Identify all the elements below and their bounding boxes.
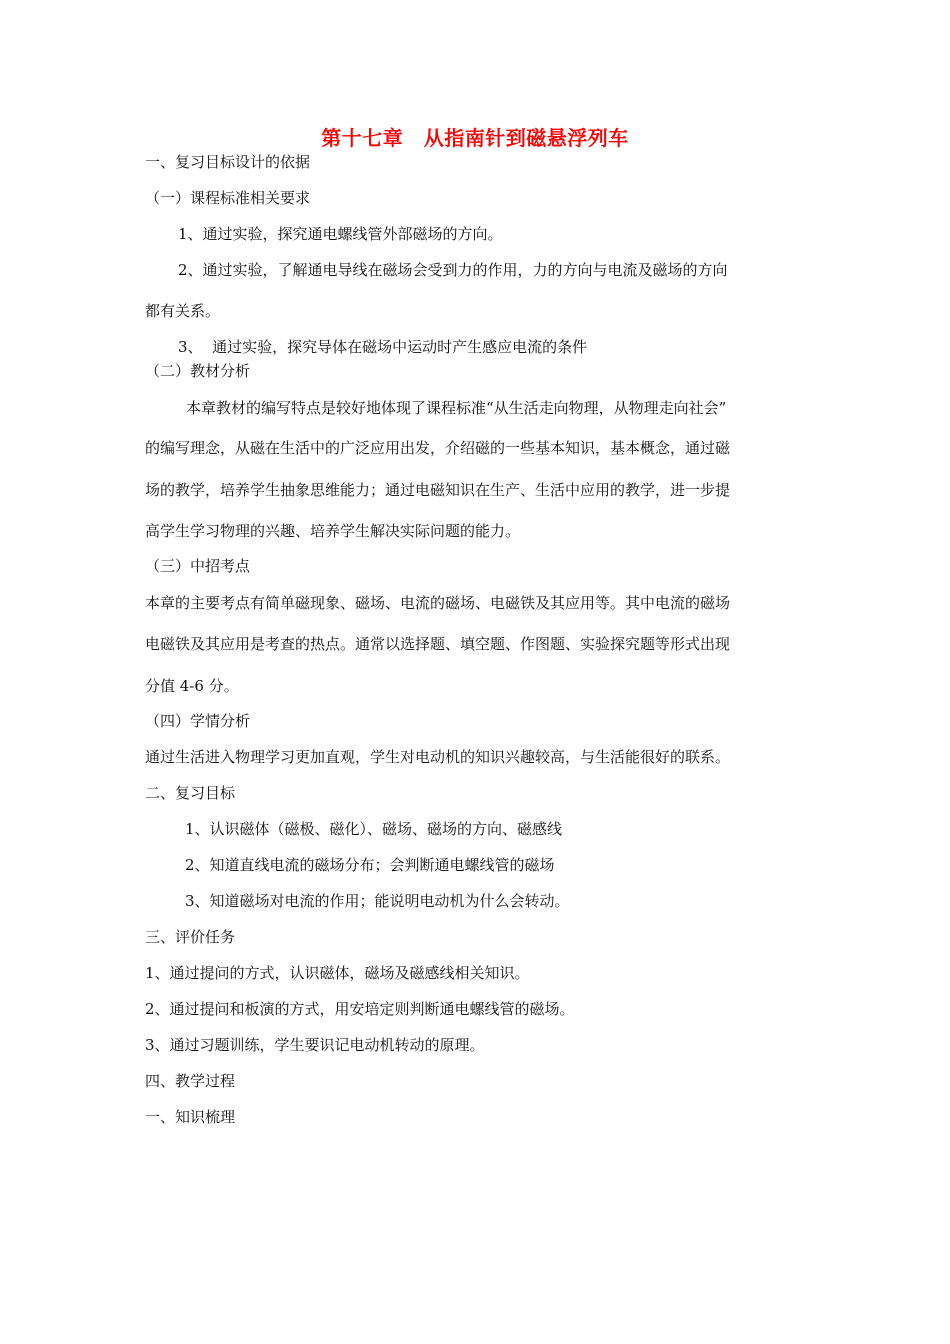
section-heading-process: 四、教学过程: [145, 1072, 236, 1090]
subsection-heading-knowledge: 一、知识梳理: [145, 1108, 236, 1126]
subsection-heading-standards: （一）课程标准相关要求: [145, 189, 311, 207]
goal-item-2: 2、知道直线电流的磁场分布；会判断通电螺线管的磁场: [185, 856, 555, 874]
subsection-heading-textbook: （二）教材分析: [145, 362, 251, 380]
textbook-paragraph-line-3: 场的教学，培养学生抽象思维能力；通过电磁知识在生产、生活中应用的教学，进一步提: [145, 481, 731, 499]
goal-item-1: 1、认识磁体（磁极、磁化）、磁场、磁场的方向、磁感线: [185, 820, 563, 838]
textbook-paragraph-line-4: 高学生学习物理的兴趣、培养学生解决实际问题的能力。: [145, 522, 521, 540]
subsection-heading-learner-analysis: （四）学情分析: [145, 712, 251, 730]
exam-paragraph-line-1: 本章的主要考点有简单磁现象、磁场、电流的磁场、电磁铁及其应用等。其中电流的磁场: [145, 594, 731, 612]
learner-analysis-text: 通过生活进入物理学习更加直观，学生对电动机的知识兴趣较高，与生活能很好的联系。: [145, 748, 731, 766]
standard-item-1: 1、通过实验，探究通电螺线管外部磁场的方向。: [178, 225, 503, 243]
exam-paragraph-line-3: 分值 4-6 分。: [145, 677, 239, 695]
textbook-paragraph-line-1: 本章教材的编写特点是较好地体现了课程标准“从生活走向物理，从物理走向社会”: [186, 399, 727, 417]
section-heading-evaluation: 三、评价任务: [145, 928, 236, 946]
section-heading-basis: 一、复习目标设计的依据: [145, 153, 311, 171]
standard-item-2: 2、通过实验，了解通电导线在磁场会受到力的作用，力的方向与电流及磁场的方向: [178, 261, 728, 279]
exam-paragraph-line-2: 电磁铁及其应用是考查的热点。通常以选择题、填空题、作图题、实验探究题等形式出现: [145, 635, 731, 653]
chapter-title: 第十七章 从指南针到磁悬浮列车: [321, 126, 629, 150]
section-heading-goals: 二、复习目标: [145, 784, 236, 802]
evaluation-item-2: 2、通过提问和板演的方式，用安培定则判断通电螺线管的磁场。: [145, 1000, 575, 1018]
subsection-heading-exam-points: （三）中招考点: [145, 557, 251, 575]
evaluation-item-1: 1、通过提问的方式，认识磁体，磁场及磁感线相关知识。: [145, 964, 530, 982]
textbook-paragraph-line-2: 的编写理念，从磁在生活中的广泛应用出发，介绍磁的一些基本知识，基本概念，通过磁: [145, 439, 731, 457]
goal-item-3: 3、知道磁场对电流的作用；能说明电动机为什么会转动。: [185, 892, 570, 910]
evaluation-item-3: 3、通过习题训练，学生要识记电动机转动的原理。: [145, 1036, 485, 1054]
standard-item-2-continued: 都有关系。: [145, 302, 221, 320]
standard-item-3: 3、 通过实验，探究导体在磁场中运动时产生感应电流的条件: [178, 338, 588, 356]
